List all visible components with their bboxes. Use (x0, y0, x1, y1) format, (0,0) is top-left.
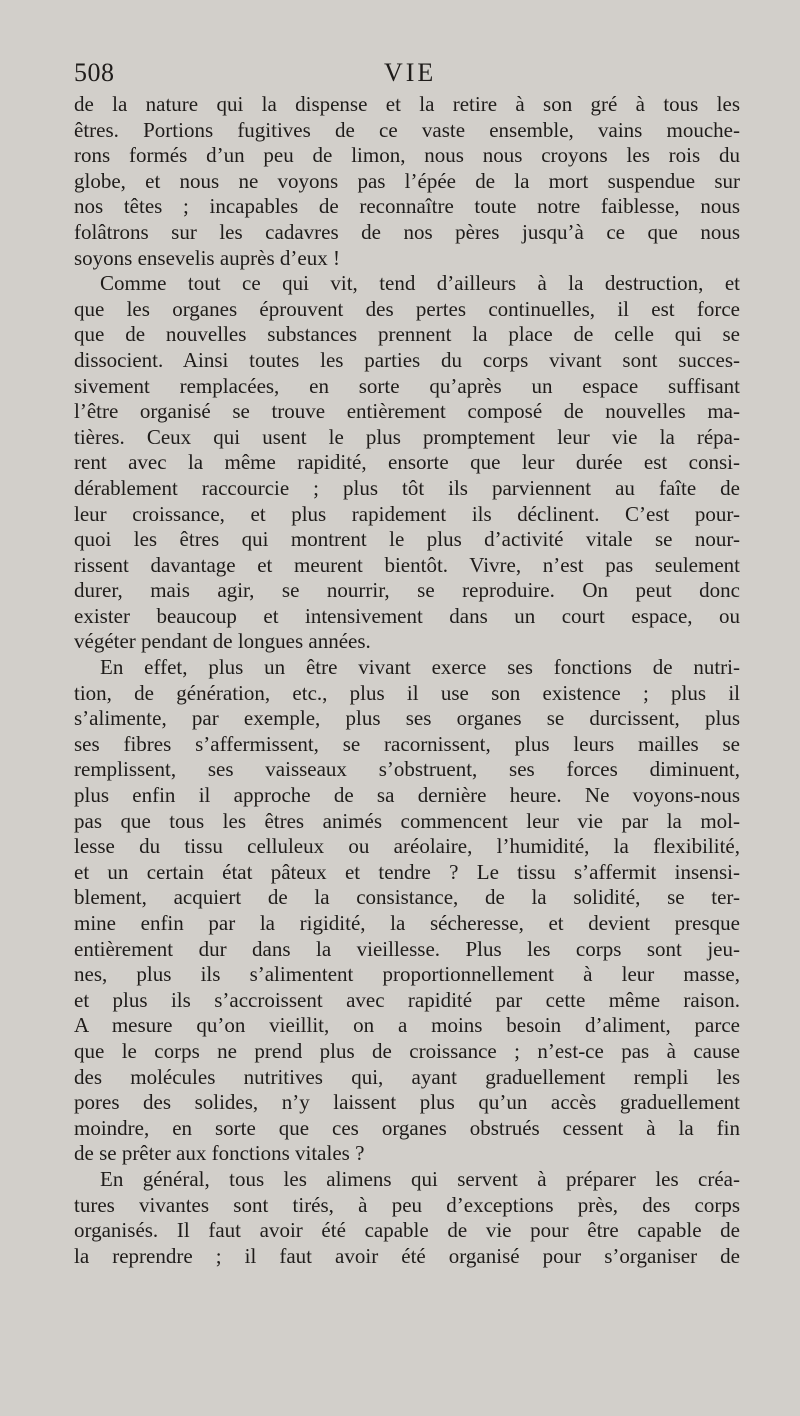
text-line: la reprendre ; il faut avoir été organisé pour s’organiser de (74, 1243, 740, 1268)
text-line: rent avec la même rapidité, ensorte que leur durée est consi- (74, 450, 740, 475)
text-line: et un certain état pâteux et tendre ? Le tissu s’affermit insensi- (74, 859, 740, 884)
text-line: de se prêter aux fonctions vitales ? (74, 1141, 365, 1166)
text-line: lesse du tissu celluleux ou aréolaire, l’humidité, la flexibilité, (74, 834, 740, 859)
text-line: et plus ils s’accroissent avec rapidité par cette même raison. (74, 987, 740, 1012)
text-line: quoi les êtres qui montrent le plus d’activité vitale se nour- (74, 527, 740, 552)
text-line: que les organes éprouvent des pertes continuelles, il est force (74, 296, 740, 321)
text-line: s’alimente, par exemple, plus ses organes se durcissent, plus (74, 706, 740, 731)
body-text (74, 92, 740, 1269)
text-line: des molécules nutritives qui, ayant graduellement rempli les (74, 1064, 740, 1089)
text-line: dérablement raccourcie ; plus tôt ils parviennent au faîte de (74, 475, 740, 500)
paragraph-start-line: En général, tous les alimens qui servent à préparer les créa- (100, 1166, 740, 1191)
text-line: remplissent, ses vaisseaux s’obstruent, ses forces diminuent, (74, 757, 740, 782)
text-line: rons formés d’un peu de limon, nous nous croyons les rois du (74, 143, 740, 168)
text-line: que le corps ne prend plus de croissance ; n’est-ce pas à cause (74, 1038, 740, 1063)
text-line: dissocient. Ainsi toutes les parties du corps vivant sont succes- (74, 347, 740, 372)
text-line: folâtrons sur les cadavres de nos pères jusqu’à ce que nous (74, 219, 740, 244)
text-line: plus enfin il approche de sa dernière heure. Ne voyons-nous (74, 783, 740, 808)
text-line: mine enfin par la rigidité, la sécheresse, et devient presque (74, 911, 740, 935)
text-line: êtres. Portions fugitives de ce vaste ensemble, vains mouche- (74, 117, 740, 142)
page-header (74, 58, 740, 92)
text-line: nos têtes ; incapables de reconnaître toute notre faiblesse, nous (74, 194, 740, 219)
running-head: VIE (384, 58, 437, 87)
text-line: soyons ensevelis auprès d’eux ! (74, 245, 340, 270)
text-line: pas que tous les êtres animés commencent leur vie par la mol- (74, 808, 740, 833)
text-line: organisés. Il faut avoir été capable de vie pour être capable de (74, 1218, 740, 1243)
text-line: blement, acquiert de la consistance, de la solidité, se ter- (74, 885, 740, 910)
text-line: entièrement dur dans la vieillesse. Plus les corps sont jeu- (74, 936, 740, 961)
text-line: rissent davantage et meurent bientôt. Vivre, n’est pas seulement (74, 552, 740, 577)
text-line: que de nouvelles substances prennent la place de celle qui se (74, 322, 740, 347)
text-line: exister beaucoup et intensivement dans un court espace, ou (74, 603, 740, 628)
paragraph-start-line: Comme tout ce qui vit, tend d’ailleurs à la destruction, et (100, 271, 740, 296)
text-line: l’être organisé se trouve entièrement composé de nouvelles ma- (74, 399, 740, 424)
text-line: sivement remplacées, en sorte qu’après un espace suffisant (74, 373, 740, 398)
text-line: tion, de génération, etc., plus il use son existence ; plus il (74, 680, 740, 705)
text-line: moindre, en sorte que ces organes obstrués cessent à la fin (74, 1115, 740, 1140)
text-line: ses fibres s’affermissent, se racornissent, plus leurs mailles se (74, 731, 740, 756)
text-line: globe, et nous ne voyons pas l’épée de la mort suspendue sur (74, 168, 740, 193)
text-line: tières. Ceux qui usent le plus promptement leur vie la répa- (74, 424, 740, 449)
text-line: de la nature qui la dispense et la retire à son gré à tous les (74, 92, 740, 116)
text-line: leur croissance, et plus rapidement ils déclinent. C’est pour- (74, 501, 740, 526)
text-line: durer, mais agir, se nourrir, se reproduire. On peut donc (74, 578, 740, 603)
text-line: nes, plus ils s’alimentent proportionnellement à leur masse, (74, 962, 740, 987)
text-line: tures vivantes sont tirés, à peu d’exceptions près, des corps (74, 1192, 740, 1217)
text-line: pores des solides, n’y laissent plus qu’un accès graduellement (74, 1090, 740, 1115)
paragraph-start-line: En effet, plus un être vivant exerce ses fonctions de nutri- (100, 655, 740, 680)
text-line: A mesure qu’on vieillit, on a moins besoin d’aliment, parce (74, 1013, 740, 1038)
text-line: végéter pendant de longues années. (74, 629, 371, 654)
page-number: 508 (74, 58, 115, 87)
